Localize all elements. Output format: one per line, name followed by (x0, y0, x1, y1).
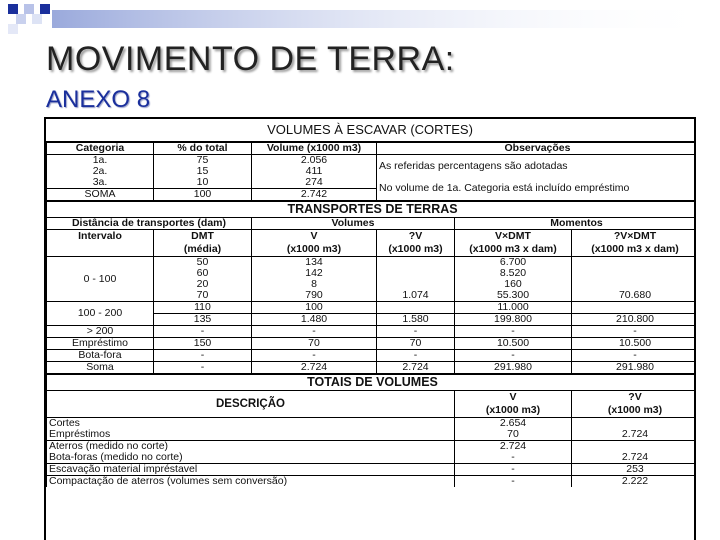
table-row (47, 302, 697, 314)
cell-pct: 10 (154, 177, 252, 189)
cell-svdmt (572, 279, 697, 290)
decor-square (40, 4, 50, 14)
cell-v: 70 (252, 338, 377, 350)
cell-sv: 1.074 (377, 290, 455, 302)
cell-pct: 15 (154, 166, 252, 177)
corner-squares-decoration (0, 0, 720, 40)
cell-sv (377, 257, 455, 269)
table-row (47, 418, 697, 430)
cell-dmt: 110 (154, 302, 252, 314)
header-dmt-sub: (média) (154, 243, 252, 257)
cell-v: 70 (455, 429, 572, 441)
cell-v: 2.724 (252, 362, 377, 374)
header-vdmt-sub: (x1000 m3 x dam) (455, 243, 572, 257)
cell-descricao: Bota-foras (medido no corte) (47, 452, 455, 464)
cell-volume: 2.056 (252, 155, 377, 167)
obs-emprestimo: No volume de 1a. Categoria está incluído empréstimo (377, 177, 697, 200)
cell-vdmt: 199.800 (455, 314, 572, 326)
cell-sv (377, 302, 455, 314)
table-row (47, 476, 697, 488)
table-row (47, 155, 697, 167)
cell-sv (377, 279, 455, 290)
cell-svdmt: 210.800 (572, 314, 697, 326)
cell-sv (572, 418, 697, 430)
cell-sv (377, 268, 455, 279)
group-momentos: Momentos (455, 218, 697, 230)
cell-sv: - (377, 350, 455, 362)
cell-pct: 75 (154, 155, 252, 167)
cell-v: 134 (252, 257, 377, 269)
cell-dmt: 150 (154, 338, 252, 350)
cell-dmt: 60 (154, 268, 252, 279)
cell-v: - (455, 452, 572, 464)
group-distancia: Distância de transportes (dam) (47, 218, 252, 230)
header-pct-total: % do total (154, 143, 252, 155)
categories-header-row (47, 143, 697, 155)
cell-v: 142 (252, 268, 377, 279)
cell-sv: 2.724 (572, 452, 697, 464)
cell-descricao: Aterros (medido no corte) (47, 441, 455, 453)
table-row (47, 326, 697, 338)
volumes-sheet (44, 117, 696, 540)
cell-dmt: 135 (154, 314, 252, 326)
cell-categoria: 1a. (47, 155, 154, 167)
decor-square (32, 14, 42, 24)
totais-table (46, 373, 696, 487)
cell-vdmt: - (455, 326, 572, 338)
totais-header-row (47, 391, 697, 405)
cell-sv: 1.580 (377, 314, 455, 326)
cell-descricao: Cortes (47, 418, 455, 430)
cell-sv: 2.222 (572, 476, 697, 488)
totais-section-row (47, 374, 697, 391)
cell-sv: 2.724 (572, 429, 697, 441)
header-sv-sub: (x1000 m3) (377, 243, 455, 257)
table-row (47, 350, 697, 362)
cell-v: 1.480 (252, 314, 377, 326)
cell-dmt: 50 (154, 257, 252, 269)
cell-intervalo: Empréstimo (47, 338, 154, 350)
table-row (47, 177, 697, 189)
header-v: V (252, 230, 377, 244)
transportes-table (46, 200, 696, 373)
cell-descricao: Escavação material impréstavel (47, 464, 455, 476)
cell-volume: 411 (252, 166, 377, 177)
header-sv: ?V (377, 230, 455, 244)
cell-svdmt: 70.680 (572, 290, 697, 302)
sheet-title: VOLUMES À ESCAVAR (CORTES) (46, 119, 694, 143)
cell-v: - (252, 326, 377, 338)
cell-sv: - (377, 326, 455, 338)
table-row (47, 452, 697, 464)
table-row (47, 338, 697, 350)
cell-v: 790 (252, 290, 377, 302)
cell-categoria: SOMA (47, 189, 154, 201)
cell-svdmt: 291.980 (572, 362, 697, 374)
cell-sv: 2.724 (377, 362, 455, 374)
decor-square (24, 4, 34, 14)
cell-dmt: 70 (154, 290, 252, 302)
table-row (47, 257, 697, 269)
decor-square (8, 4, 18, 14)
cell-dmt: - (154, 326, 252, 338)
cell-v: 2.724 (455, 441, 572, 453)
cell-sv: 70 (377, 338, 455, 350)
cell-v: 100 (252, 302, 377, 314)
cell-intervalo: 0 - 100 (47, 257, 154, 302)
table-row-soma (47, 362, 697, 374)
cell-svdmt (572, 257, 697, 269)
cell-pct: 100 (154, 189, 252, 201)
cell-intervalo: > 200 (47, 326, 154, 338)
transportes-section-title: TRANSPORTES DE TERRAS (47, 201, 697, 218)
header-sv: ?V (572, 391, 697, 405)
transportes-header-row (47, 230, 697, 244)
cell-vdmt: 6.700 (455, 257, 572, 269)
cell-categoria: 2a. (47, 166, 154, 177)
cell-vdmt: 11.000 (455, 302, 572, 314)
cell-vdmt: 8.520 (455, 268, 572, 279)
obs-percentagens: As referidas percentagens são adotadas (377, 155, 697, 178)
header-v-sub: (x1000 m3) (455, 404, 572, 418)
header-vdmt: V×DMT (455, 230, 572, 244)
cell-descricao: Compactação de aterros (volumes sem conversão) (47, 476, 455, 488)
group-volumes: Volumes (252, 218, 455, 230)
empty-cell (47, 243, 154, 257)
transportes-section-row (47, 201, 697, 218)
header-categoria: Categoria (47, 143, 154, 155)
cell-svdmt (572, 268, 697, 279)
cell-volume: 274 (252, 177, 377, 189)
cell-svdmt (572, 302, 697, 314)
header-v: V (455, 391, 572, 405)
cell-intervalo: Soma (47, 362, 154, 374)
cell-v: - (455, 464, 572, 476)
decor-square (16, 14, 26, 24)
cell-dmt: - (154, 362, 252, 374)
cell-v: 8 (252, 279, 377, 290)
table-row (47, 464, 697, 476)
cell-sv: 253 (572, 464, 697, 476)
cell-dmt: 20 (154, 279, 252, 290)
table-row (47, 441, 697, 453)
totais-section-title: TOTAIS DE VOLUMES (47, 374, 697, 391)
slide-title: MOVIMENTO DE TERRA: (46, 40, 455, 78)
decor-gradient-bar (52, 10, 720, 28)
cell-vdmt: 55.300 (455, 290, 572, 302)
header-v-sub: (x1000 m3) (252, 243, 377, 257)
cell-volume: 2.742 (252, 189, 377, 201)
transportes-subheader-row (47, 243, 697, 257)
slide-subtitle: ANEXO 8 (46, 86, 151, 113)
cell-svdmt: - (572, 350, 697, 362)
cell-vdmt: 160 (455, 279, 572, 290)
categories-table (46, 143, 696, 200)
header-svdmt-sub: (x1000 m3 x dam) (572, 243, 697, 257)
cell-v: - (455, 476, 572, 488)
header-observacoes: Observações (377, 143, 697, 155)
cell-svdmt: - (572, 326, 697, 338)
header-volume: Volume (x1000 m3) (252, 143, 377, 155)
cell-v: - (252, 350, 377, 362)
cell-intervalo: 100 - 200 (47, 302, 154, 326)
transportes-group-row (47, 218, 697, 230)
header-descricao: DESCRIÇÃO (47, 391, 455, 418)
decor-square (8, 24, 18, 34)
header-svdmt: ?V×DMT (572, 230, 697, 244)
cell-v: 2.654 (455, 418, 572, 430)
header-intervalo: Intervalo (47, 230, 154, 244)
cell-categoria: 3a. (47, 177, 154, 189)
table-row (47, 429, 697, 441)
cell-vdmt: 291.980 (455, 362, 572, 374)
cell-descricao: Empréstimos (47, 429, 455, 441)
header-dmt: DMT (154, 230, 252, 244)
cell-intervalo: Bota-fora (47, 350, 154, 362)
header-sv-sub: (x1000 m3) (572, 404, 697, 418)
cell-sv (572, 441, 697, 453)
cell-vdmt: - (455, 350, 572, 362)
cell-dmt: - (154, 350, 252, 362)
cell-svdmt: 10.500 (572, 338, 697, 350)
cell-vdmt: 10.500 (455, 338, 572, 350)
